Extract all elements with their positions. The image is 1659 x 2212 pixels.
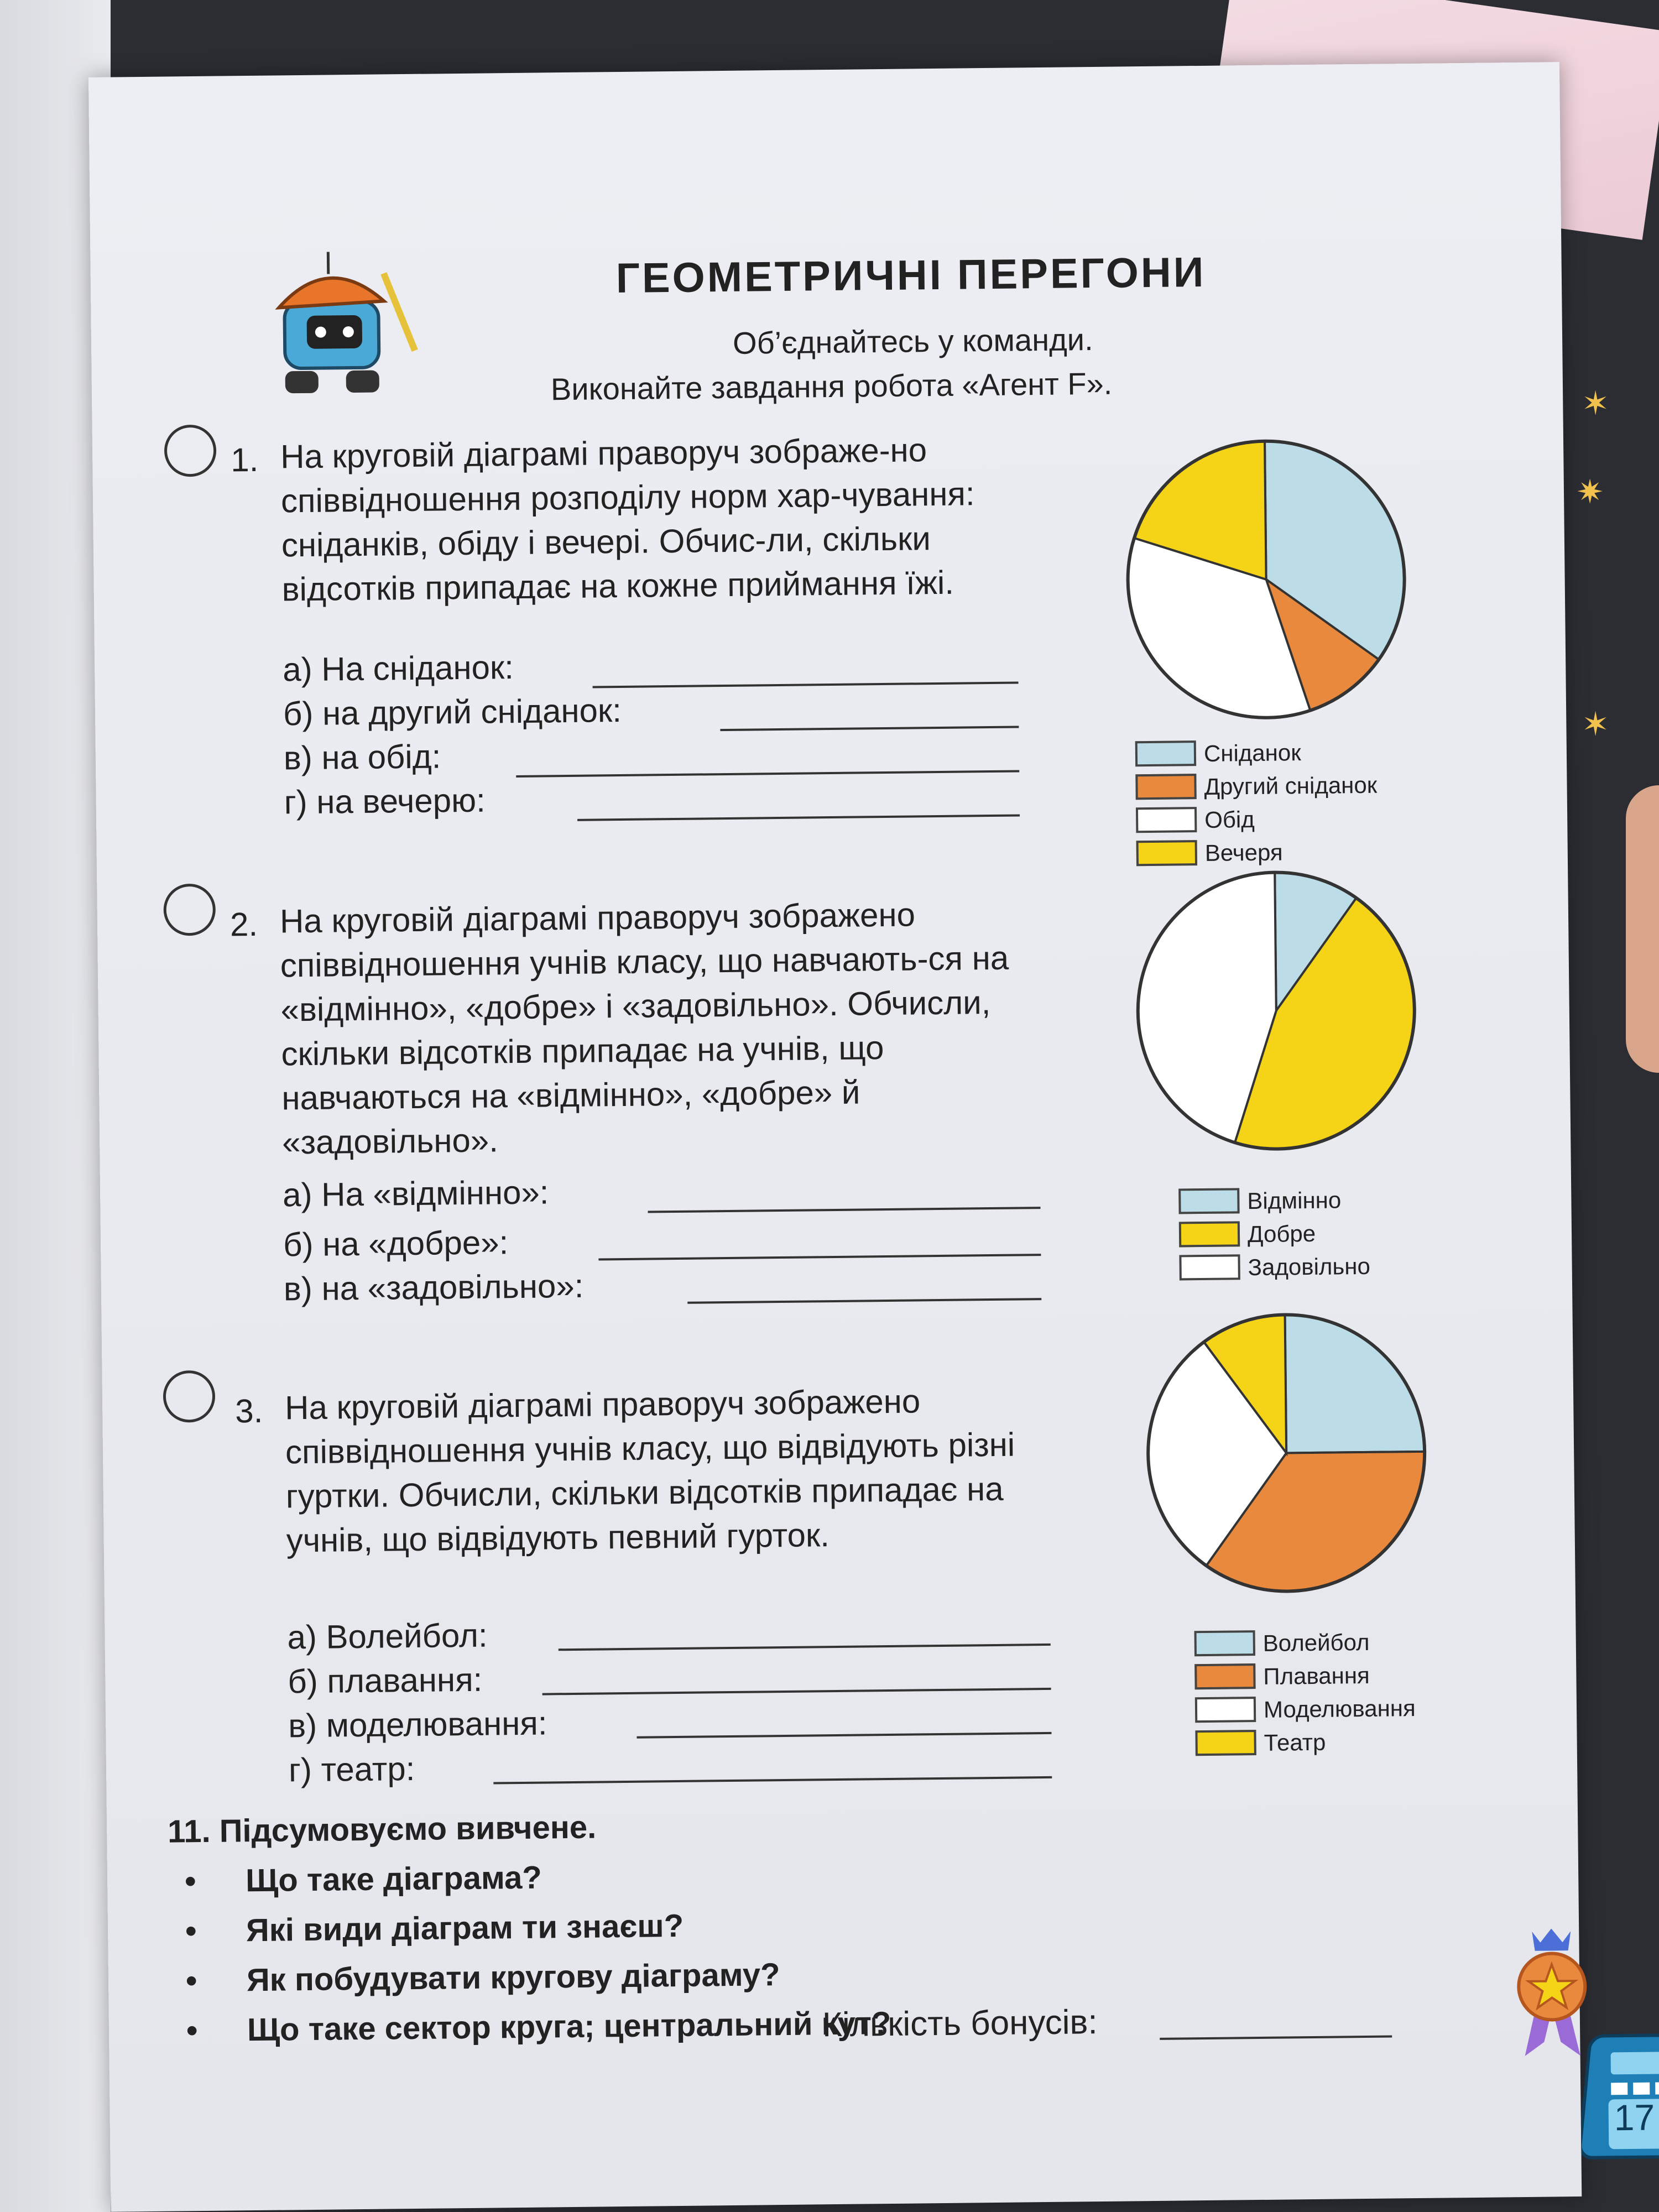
legend-item [1179, 1220, 1316, 1249]
bullet-icon: • [185, 1963, 197, 1999]
legend-label: Моделювання [1263, 1695, 1416, 1723]
legend-swatch [1135, 774, 1196, 800]
legend-swatch [1136, 807, 1197, 833]
legend-swatch [1179, 1254, 1240, 1280]
pie-chart-grades [1125, 860, 1427, 1162]
legend-item [1135, 739, 1301, 769]
task-1-checkbox[interactable] [164, 425, 217, 477]
answer-line[interactable] [637, 1732, 1051, 1739]
task-2-option-b: б) на «добре»: [283, 1224, 509, 1264]
answer-line[interactable] [559, 1644, 1051, 1651]
answer-line[interactable] [516, 770, 1019, 778]
task-1-number: 1. [230, 441, 259, 479]
task-3-checkbox[interactable] [163, 1370, 215, 1423]
finger [1626, 785, 1659, 1073]
answer-line[interactable] [493, 1776, 1052, 1785]
task-2-text: На круговій діаграмі праворуч зображено співвідношення учнів класу, що навчають-ся на «відмінно», «добре» і «задовільно». Обчисли, скільки відсотків припадає на учнів, що навчаються на «відмінно», «добре» й «задовільно». [279, 896, 1009, 1161]
bonus-answer-line[interactable] [1160, 2036, 1392, 2040]
answer-line[interactable] [648, 1207, 1041, 1213]
legend-item [1194, 1662, 1370, 1692]
legend-item [1135, 771, 1378, 802]
pie-chart-meals [1115, 429, 1417, 731]
robot-mascot-icon [256, 240, 424, 408]
answer-line[interactable] [577, 814, 1020, 821]
task-1-option-d: г) на вечерю: [284, 781, 486, 821]
summary-item: Що таке сектор круга; центральний кут? [247, 2005, 891, 2048]
legend-label: Обід [1204, 806, 1255, 833]
workbook-page [88, 62, 1655, 2212]
legend-swatch [1194, 1663, 1255, 1689]
legend-swatch [1135, 740, 1196, 766]
task-1-option-a: а) На сніданок: [282, 649, 514, 688]
summary-heading: 11. Підсумовуємо вивчене. [167, 1809, 597, 1850]
legend-label: Плавання [1263, 1662, 1370, 1689]
legend-label: Відмінно [1247, 1187, 1342, 1214]
summary-item: Які види діаграм ти знаєш? [246, 1907, 684, 1949]
summary-item: Як побудувати кругову діаграму? [246, 1957, 780, 1999]
task-3-option-b: б) плавання: [288, 1661, 483, 1700]
bonus-label: Кількість бонусів: [822, 2003, 1098, 2044]
legend-swatch [1178, 1188, 1239, 1214]
task-3-option-a: а) Волейбол: [287, 1616, 488, 1656]
legend-label: Сніданок [1203, 739, 1301, 766]
pie-chart-clubs [1135, 1302, 1437, 1604]
task-3-option-c: в) моделювання: [288, 1704, 547, 1745]
task-2-option-c: в) на «задовільно»: [283, 1267, 584, 1308]
answer-line[interactable] [593, 681, 1019, 688]
bullet-icon: • [186, 2012, 198, 2049]
answer-line[interactable] [598, 1254, 1041, 1260]
subtitle-line-2: Виконайте завдання робота «Агент F». [550, 366, 1113, 407]
legend-swatch [1195, 1730, 1256, 1756]
legend-label: Вечеря [1204, 839, 1283, 866]
sparkle-icon: ✷ [1576, 473, 1604, 510]
legend-item [1195, 1695, 1416, 1725]
task-1-option-c: в) на обід: [283, 738, 441, 777]
legend-item [1179, 1253, 1371, 1282]
subtitle-line-1: Об’єднайтесь у команди. [732, 322, 1093, 361]
legend-swatch [1194, 1630, 1255, 1656]
task-1-text: На круговій діаграмі праворуч зображе-но співвідношення розподілу норм хар-чування: сніданків, обіду і вечері. Обчис-ли, скільки відсотків припадає на кожне приймання їжі. [280, 431, 975, 608]
legend-item [1178, 1187, 1342, 1216]
legend-item [1194, 1629, 1370, 1658]
sparkle-icon: ✶ [1582, 385, 1610, 422]
bullet-icon: • [184, 1863, 196, 1900]
legend-label: Добре [1247, 1220, 1316, 1248]
legend-item [1195, 1729, 1326, 1758]
page-number: 17 [1614, 2096, 1655, 2138]
answer-line[interactable] [542, 1688, 1051, 1695]
task-1-option-b: б) на другий сніданок: [283, 691, 622, 733]
task-3-text: На круговій діаграмі праворуч зображено співвідношення учнів класу, що відвідують різні гуртки. Обчисли, скільки відсотків припадає на учнів, що відвідують певний гурток. [284, 1383, 1015, 1559]
sparkle-icon: ✶ [1582, 706, 1610, 743]
summary-item: Що таке діаграма? [245, 1859, 542, 1899]
task-3-number: 3. [234, 1392, 263, 1430]
legend-label: Театр [1264, 1729, 1326, 1756]
task-3-option-d: г) театр: [288, 1750, 415, 1789]
task-2-number: 2. [229, 905, 258, 943]
legend-label: Волейбол [1262, 1629, 1370, 1656]
answer-line[interactable] [687, 1298, 1041, 1304]
task-2-checkbox[interactable] [163, 884, 216, 936]
legend-swatch [1195, 1697, 1256, 1723]
page-title: ГЕОМЕТРИЧНІ ПЕРЕГОНИ [615, 248, 1206, 302]
legend-label: Другий сніданок [1204, 771, 1378, 800]
legend-label: Задовільно [1248, 1253, 1371, 1281]
legend-swatch [1179, 1221, 1240, 1247]
task-2-option-a: а) На «відмінно»: [282, 1173, 549, 1214]
bullet-icon: • [185, 1913, 197, 1949]
answer-line[interactable] [720, 726, 1019, 731]
medal-icon [1512, 1926, 1592, 2059]
